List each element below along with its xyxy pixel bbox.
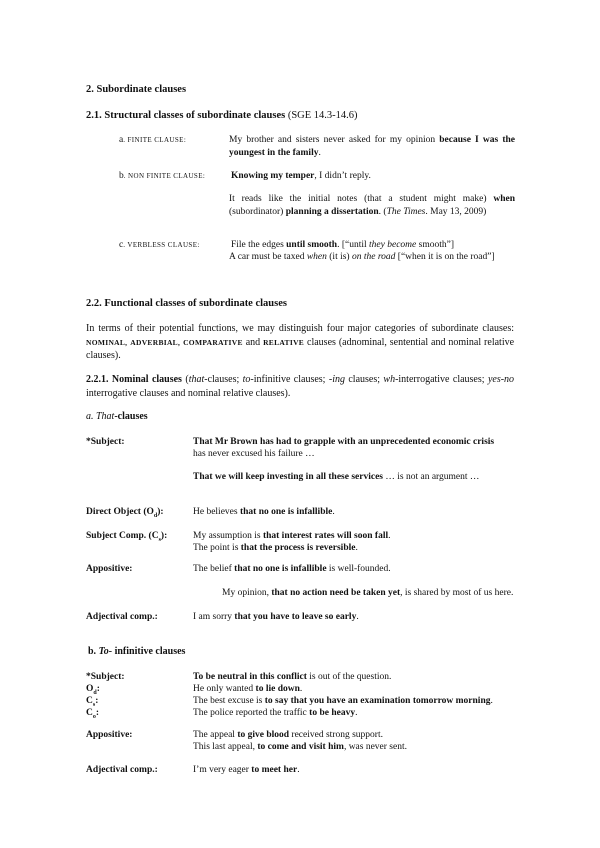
that-do-ex-end: . xyxy=(332,507,335,517)
to-cs-ex-end: . xyxy=(490,696,493,706)
structural-heading xyxy=(86,109,358,123)
nonfinite-letter: b xyxy=(119,171,124,181)
nonfinite-ex2-b: (subordinator) xyxy=(229,206,284,217)
that-app-ex2-a: My opinion, xyxy=(222,588,269,598)
functional-cat-adverbial: ADVERBIAL, xyxy=(130,337,181,347)
nonfinite-label-text: . NON FINITE CLAUSE: xyxy=(123,172,206,180)
that-title-bold: -clauses xyxy=(114,411,148,422)
verbless-ex2-b: (it is) xyxy=(329,252,350,262)
nominal-h-wh: wh xyxy=(383,374,396,385)
nonfinite-example-2 xyxy=(229,193,515,219)
verbless-ex1-c: smooth”] xyxy=(418,240,454,250)
to-co-label xyxy=(86,707,99,722)
to-adj-label: Adjectival comp.: xyxy=(86,765,158,775)
that-do-close: ): xyxy=(157,507,164,517)
to-app-ex1-bold: to give blood xyxy=(237,730,290,740)
that-do-ex-a: He believes xyxy=(193,507,238,517)
that-clauses-title xyxy=(86,410,148,423)
that-sc-ex2-bold: that the process is reversible xyxy=(240,543,356,554)
functional-p1-b: clauses (adnominal, sentential and nominal relative clauses). xyxy=(86,336,515,361)
structural-heading-text: 2.1. Structural classes of subordinate clauses xyxy=(86,110,286,121)
verbless-letter: c xyxy=(119,240,124,250)
nominal-h-d: clauses; xyxy=(348,374,381,385)
to-cs-ex-a: The best excuse is xyxy=(193,696,263,706)
that-subject-ex1-bold: That Mr Brown has had to grapple with an unprecedented economic crisis xyxy=(193,437,495,447)
to-app-ex2-end: , was never sent. xyxy=(343,742,407,753)
to-co-sub: o xyxy=(92,713,96,720)
nominal-h-a: ( xyxy=(185,374,189,385)
structural-ref: (SGE 14.3-14.6) xyxy=(287,110,358,121)
to-od-ex-bold: to lie down xyxy=(255,684,300,694)
to-od-ex xyxy=(193,683,302,695)
that-adj-ex xyxy=(193,611,359,623)
verbless-ex2-i1: when xyxy=(306,252,327,262)
nonfinite-ex2-d: . May 13, 2009) xyxy=(425,206,487,217)
that-subject-ex2-rest: … is not an argument … xyxy=(385,472,480,482)
nominal-h-b: -clauses; xyxy=(204,374,240,385)
to-app-label: Appositive: xyxy=(86,730,133,740)
nonfinite-label xyxy=(119,170,205,182)
that-adj-ex-bold: that you have to leave so early xyxy=(234,612,357,622)
to-od-ex-end: . xyxy=(299,684,303,694)
nonfinite-ex2-c: . ( xyxy=(378,206,387,217)
verbless-ex1-italic: they become xyxy=(369,240,417,250)
to-subject-ex-rest: is out of the question. xyxy=(309,672,392,682)
nominal-h-that: that xyxy=(188,374,205,385)
to-cs-colon: : xyxy=(95,696,99,706)
finite-label-text: . FINITE CLAUSE: xyxy=(123,136,187,144)
that-sc-ex xyxy=(193,530,390,555)
nonfinite-ex2-bold1: when xyxy=(493,194,515,204)
to-od-ex-a: He only wanted xyxy=(193,684,254,694)
functional-p1-a: In terms of their potential functions, we may distinguish four major categories of subordinate clauses: xyxy=(86,323,514,334)
that-subject-ex2 xyxy=(193,471,479,483)
verbless-example-1 xyxy=(231,239,454,251)
to-od-label-text: O xyxy=(86,684,94,694)
nominal-h-ing: -ing xyxy=(328,374,345,385)
finite-ex-end: . xyxy=(318,147,321,158)
that-do-label xyxy=(86,506,164,521)
to-adj-ex-a: I’m very eager xyxy=(193,765,249,775)
to-cs-ex xyxy=(193,695,493,707)
verbless-ex1-a: File the edges xyxy=(231,240,284,250)
nominal-heading xyxy=(86,373,514,400)
that-app-ex1 xyxy=(193,563,391,575)
to-co-ex-bold: to be heavy xyxy=(309,708,356,718)
nominal-h-yesno: yes-no xyxy=(487,374,515,385)
nominal-h-c: -infinitive clauses; xyxy=(250,374,326,385)
to-adj-ex-end: . xyxy=(297,765,300,775)
functional-cat-relative: RELATIVE xyxy=(263,337,305,347)
that-app-label: Appositive: xyxy=(86,564,133,574)
that-sc-ex2-a: The point is xyxy=(193,543,239,554)
to-co-ex xyxy=(193,707,357,719)
to-cs-sub: s xyxy=(92,701,96,708)
to-app-ex2-a: This last appeal, xyxy=(193,742,255,753)
to-title-b2: infinitive clauses xyxy=(114,646,186,657)
nominal-h-f: interrogative clauses and nominal relative clauses). xyxy=(86,387,291,399)
that-app-ex2-end: , is shared by most of us here. xyxy=(400,588,514,598)
that-sc-label-text: Subject Comp. (C xyxy=(86,531,159,541)
to-co-ex-end: . xyxy=(355,708,358,718)
verbless-ex1-b: . [“until xyxy=(337,240,367,250)
functional-cat-comparative: COMPARATIVE xyxy=(183,337,243,347)
to-clauses-title xyxy=(88,645,185,658)
verbless-label xyxy=(119,239,200,251)
finite-ex-plain: My brother and sisters never asked for my opinion xyxy=(229,135,436,145)
that-title-italic: a. That xyxy=(86,411,115,422)
functional-heading: 2.2. Functional classes of subordinate clauses xyxy=(86,298,287,309)
that-app-ex1-a: The belief xyxy=(193,564,232,574)
to-app-ex xyxy=(193,729,407,754)
that-do-label-text: Direct Object (O xyxy=(86,507,154,517)
verbless-ex1-bold: until smooth xyxy=(286,240,338,250)
that-adj-ex-end: . xyxy=(356,612,359,622)
nonfinite-ex2-italic: The Times xyxy=(386,206,426,217)
section-heading: 2. Subordinate clauses xyxy=(86,84,187,95)
that-sc-ex1-bold: that interest rates will soon fall xyxy=(262,531,389,541)
verbless-example-2 xyxy=(229,251,495,263)
to-subject-ex xyxy=(193,671,391,683)
to-app-ex2-bold: to come and visit him xyxy=(257,742,344,753)
to-od-colon: : xyxy=(96,684,100,694)
nonfinite-ex2-bold2: planning a dissertation xyxy=(285,206,379,217)
functional-cat-nominal: NOMINAL, xyxy=(86,337,128,347)
that-subject-ex1 xyxy=(193,436,494,461)
to-co-colon: : xyxy=(95,708,100,718)
finite-letter: a xyxy=(119,135,124,145)
that-do-sub: d xyxy=(153,512,158,519)
that-sc-close: ): xyxy=(160,531,168,541)
to-adj-ex-bold: to meet her xyxy=(251,765,298,775)
that-adj-label: Adjectival comp.: xyxy=(86,612,158,622)
to-cs-label-text: C xyxy=(86,696,93,706)
verbless-ex2-i2: on the road xyxy=(351,252,396,262)
that-app-ex1-bold: that no one is infallible xyxy=(234,564,327,574)
that-adj-ex-a: I am sorry xyxy=(193,612,233,622)
that-sc-ex1-end: . xyxy=(388,531,391,541)
verbless-ex2-c: [“when it is on the road”] xyxy=(397,252,495,262)
functional-paragraph xyxy=(86,322,514,363)
nominal-h-to: to xyxy=(242,374,251,385)
verbless-ex2-a: A car must be taxed xyxy=(229,252,305,262)
to-od-sub: d xyxy=(93,689,97,696)
to-subject-ex-bold: To be neutral in this conflict xyxy=(193,672,307,682)
finite-example xyxy=(229,134,515,160)
that-sc-sub: s xyxy=(158,536,161,543)
finite-label xyxy=(119,134,186,146)
that-sc-label xyxy=(86,530,167,545)
verbless-label-text: . VERBLESS CLAUSE: xyxy=(123,241,200,249)
functional-and: and xyxy=(245,336,261,348)
that-subject-label: *Subject: xyxy=(86,437,125,447)
that-sc-ex2-end: . xyxy=(355,543,358,554)
to-subject-label: *Subject: xyxy=(86,672,125,682)
to-co-label-text: C xyxy=(86,708,93,718)
finite-ex-bold: because I was the youngest in the family xyxy=(229,135,515,158)
to-title-b1: b. xyxy=(88,646,97,657)
that-app-ex2 xyxy=(222,587,513,599)
that-subject-ex2-bold: That we will keep investing in all these services xyxy=(193,472,383,482)
nonfinite-example-1 xyxy=(231,170,371,182)
that-do-ex-bold: that no one is infallible xyxy=(239,507,333,517)
to-cs-ex-bold: to say that you have an examination tomorrow morning xyxy=(264,696,491,706)
nominal-heading-text: 2.2.1. Nominal clauses xyxy=(86,374,182,385)
nominal-h-e: -interrogative clauses; xyxy=(395,374,485,385)
that-app-ex2-bold: that no action need be taken yet xyxy=(271,588,401,598)
nonfinite-ex1-rest: , I didn’t reply. xyxy=(314,171,371,181)
that-sc-ex1-a: My assumption is xyxy=(193,531,261,541)
to-co-ex-a: The police reported the traffic xyxy=(193,708,307,718)
to-title-italic: To- xyxy=(98,646,113,657)
to-app-ex1-end: received strong support. xyxy=(291,730,383,740)
to-adj-ex xyxy=(193,764,300,776)
that-do-ex xyxy=(193,506,335,518)
nonfinite-ex2-a: It reads like the initial notes (that a student might make) xyxy=(229,194,487,204)
to-app-ex1-a: The appeal xyxy=(193,730,235,740)
that-app-ex1-end: is well-founded. xyxy=(328,564,391,574)
nonfinite-ex1-bold: Knowing my temper xyxy=(231,171,315,181)
that-subject-ex1-rest: has never excused his failure … xyxy=(193,449,315,460)
